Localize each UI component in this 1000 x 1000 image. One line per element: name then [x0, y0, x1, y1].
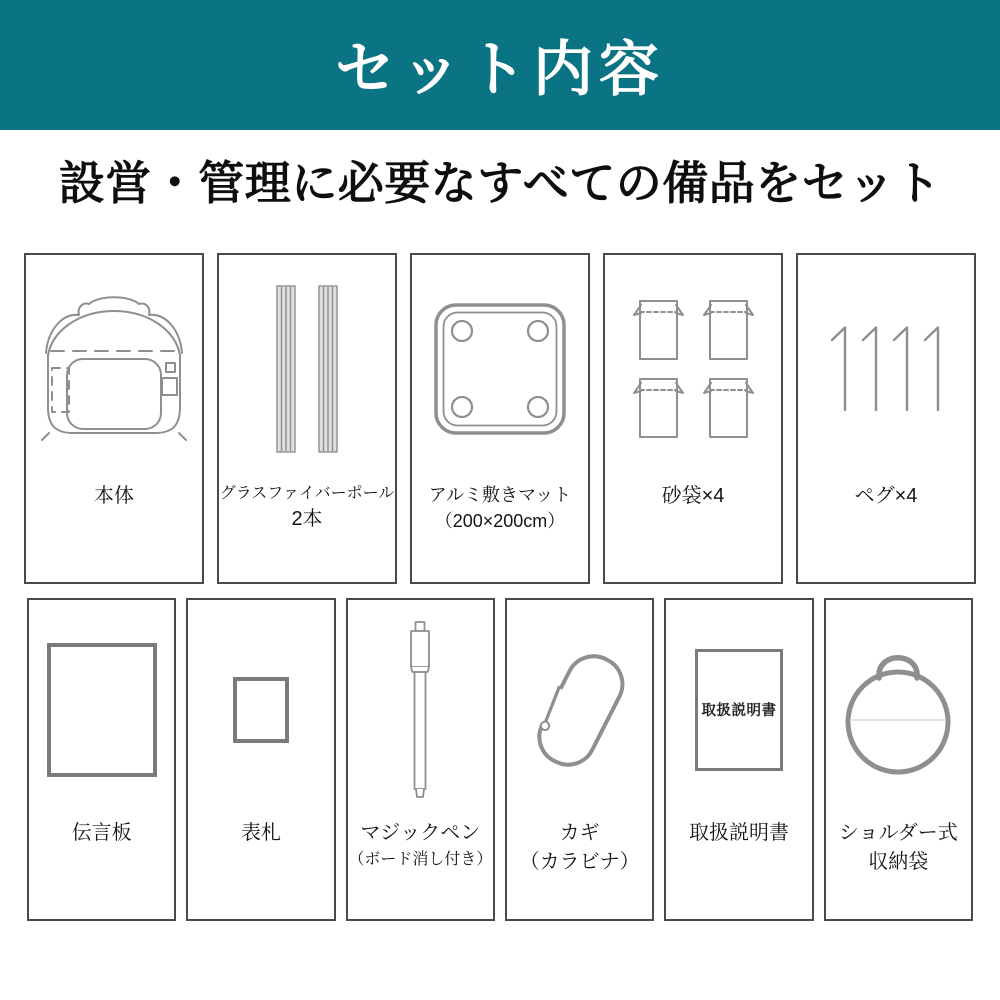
pegs-icon	[831, 326, 941, 412]
nameplate-icon	[232, 676, 290, 744]
item-label: ペグ×4	[854, 485, 918, 508]
item-card-main-body	[24, 253, 204, 584]
item-card-fiberglass-poles	[217, 253, 397, 584]
item-card-pegs	[796, 253, 976, 584]
sandbags-icon	[633, 299, 754, 439]
poles-icon	[276, 285, 338, 453]
subtitle: 設営・管理に必要なすべての備品をセット	[58, 157, 942, 209]
item-card-nameplate	[186, 598, 335, 921]
page-title: セット内容	[335, 36, 665, 103]
shoulder-bag-icon	[843, 645, 953, 775]
item-card-key-carabiner	[505, 598, 654, 921]
header-band	[0, 0, 1000, 130]
item-card-sandbags	[603, 253, 783, 584]
item-card-shoulder-bag	[824, 598, 973, 921]
item-label: 砂袋×4	[661, 485, 725, 508]
manual-icon	[695, 649, 783, 771]
items-row-1	[0, 253, 1000, 584]
item-card-manual	[664, 598, 813, 921]
item-label: 表札	[240, 822, 281, 845]
item-label: 取扱説明書	[688, 822, 789, 845]
item-label: アルミ敷きマット （200×200cm）	[428, 485, 572, 532]
item-label: グラスファイバーポール 2本	[219, 485, 395, 531]
item-card-marker-pen	[346, 598, 495, 921]
item-label: ショルダー式 収納袋	[838, 822, 958, 874]
mat-icon	[434, 303, 566, 435]
tent-icon	[39, 291, 189, 446]
items-row-2	[0, 598, 1000, 921]
item-card-message-board	[27, 598, 176, 921]
item-card-aluminum-mat	[410, 253, 590, 584]
item-label: マジックペン （ボード消し付き）	[348, 822, 493, 869]
item-label: 伝言板	[71, 822, 132, 845]
item-label: カギ （カラビナ）	[519, 822, 640, 874]
carabiner-icon	[530, 648, 630, 772]
item-label: 本体	[94, 485, 134, 508]
manual-icon-text: 取扱説明書	[701, 703, 777, 720]
message-board-icon	[46, 642, 158, 778]
marker-pen-icon	[407, 621, 433, 799]
